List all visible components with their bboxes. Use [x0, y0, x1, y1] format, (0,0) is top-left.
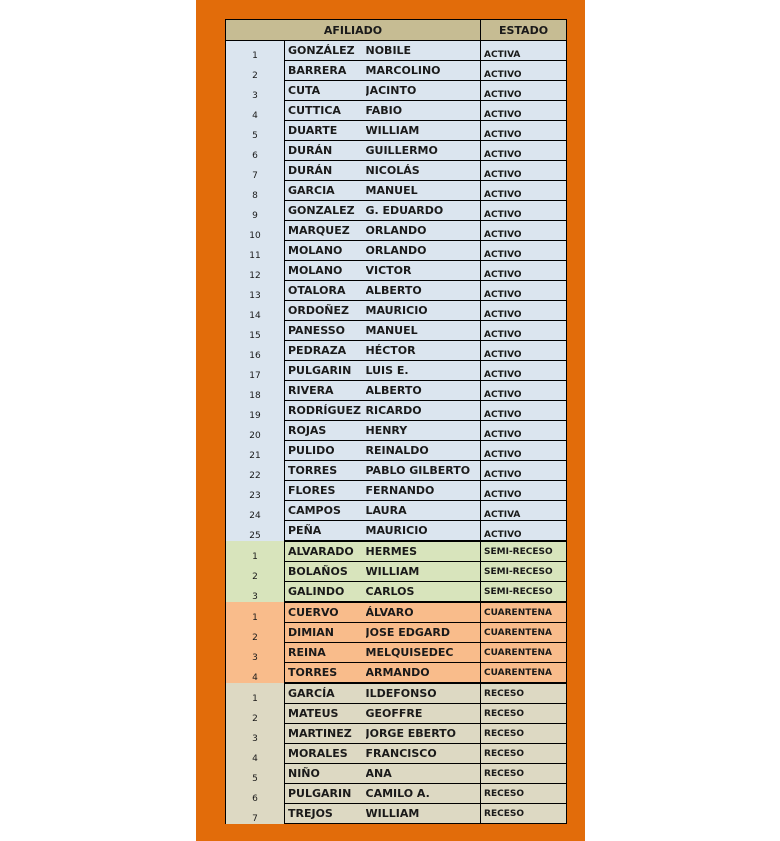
- row-number: 3: [226, 582, 285, 603]
- surname-cell: ALVARADO: [285, 541, 366, 562]
- surname-cell: OTALORA: [285, 281, 366, 301]
- row-number: 25: [226, 521, 285, 542]
- row-number: 5: [226, 764, 285, 784]
- given-name-cell: MAURICIO: [366, 521, 481, 542]
- surname-cell: TORRES: [285, 461, 366, 481]
- given-name-cell: MARCOLINO: [366, 61, 481, 81]
- status-cell: SEMI-RECESO: [481, 582, 567, 603]
- row-number: 18: [226, 381, 285, 401]
- surname-cell: PULGARIN: [285, 784, 366, 804]
- surname-cell: CUERVO: [285, 602, 366, 623]
- status-cell: ACTIVO: [481, 241, 567, 261]
- given-name-cell: MELQUISEDEC: [366, 643, 481, 663]
- surname-cell: DURÁN: [285, 141, 366, 161]
- status-cell: CUARENTENA: [481, 623, 567, 643]
- surname-cell: GARCÍA: [285, 683, 366, 704]
- given-name-cell: HERMES: [366, 541, 481, 562]
- table-row: [226, 101, 567, 121]
- given-name-cell: ALBERTO: [366, 281, 481, 301]
- header-afiliado: AFILIADO: [226, 20, 481, 41]
- table-row: [226, 161, 567, 181]
- table-row: [226, 221, 567, 241]
- table-row: [226, 582, 567, 603]
- given-name-cell: LAURA: [366, 501, 481, 521]
- row-number: 4: [226, 101, 285, 121]
- header-row: [226, 20, 567, 41]
- surname-cell: PEÑA: [285, 521, 366, 542]
- surname-cell: MARTINEZ: [285, 724, 366, 744]
- table-body: [226, 41, 567, 824]
- table-row: [226, 683, 567, 704]
- row-number: 1: [226, 541, 285, 562]
- header-estado: ESTADO: [481, 20, 567, 41]
- status-cell: ACTIVO: [481, 341, 567, 361]
- status-cell: ACTIVO: [481, 261, 567, 281]
- row-number: 1: [226, 41, 285, 61]
- status-cell: ACTIVO: [481, 281, 567, 301]
- row-number: 5: [226, 121, 285, 141]
- table-row: [226, 121, 567, 141]
- surname-cell: TREJOS: [285, 804, 366, 824]
- status-cell: SEMI-RECESO: [481, 541, 567, 562]
- surname-cell: MARQUEZ: [285, 221, 366, 241]
- table-row: [226, 181, 567, 201]
- surname-cell: REINA: [285, 643, 366, 663]
- surname-cell: MOLANO: [285, 241, 366, 261]
- table-row: [226, 764, 567, 784]
- row-number: 17: [226, 361, 285, 381]
- table-row: [226, 663, 567, 684]
- row-number: 16: [226, 341, 285, 361]
- status-cell: ACTIVO: [481, 61, 567, 81]
- surname-cell: DUARTE: [285, 121, 366, 141]
- table-row: [226, 744, 567, 764]
- surname-cell: NIÑO: [285, 764, 366, 784]
- row-number: 3: [226, 81, 285, 101]
- given-name-cell: WILLIAM: [366, 121, 481, 141]
- status-cell: ACTIVO: [481, 481, 567, 501]
- status-cell: CUARENTENA: [481, 643, 567, 663]
- surname-cell: RODRÍGUEZ: [285, 401, 366, 421]
- row-number: 6: [226, 141, 285, 161]
- given-name-cell: ÁLVARO: [366, 602, 481, 623]
- surname-cell: GONZALEZ: [285, 201, 366, 221]
- status-cell: ACTIVO: [481, 301, 567, 321]
- row-number: 20: [226, 421, 285, 441]
- status-cell: ACTIVO: [481, 401, 567, 421]
- given-name-cell: GEOFFRE: [366, 704, 481, 724]
- status-cell: ACTIVO: [481, 121, 567, 141]
- status-cell: ACTIVO: [481, 321, 567, 341]
- table-row: [226, 281, 567, 301]
- given-name-cell: JOSE EDGARD: [366, 623, 481, 643]
- table-row: [226, 704, 567, 724]
- row-number: 4: [226, 744, 285, 764]
- surname-cell: ROJAS: [285, 421, 366, 441]
- given-name-cell: FERNANDO: [366, 481, 481, 501]
- surname-cell: CUTA: [285, 81, 366, 101]
- table-row: [226, 61, 567, 81]
- given-name-cell: PABLO GILBERTO: [366, 461, 481, 481]
- table-row: [226, 724, 567, 744]
- given-name-cell: MAURICIO: [366, 301, 481, 321]
- status-cell: RECESO: [481, 784, 567, 804]
- given-name-cell: WILLIAM: [366, 804, 481, 824]
- status-cell: CUARENTENA: [481, 663, 567, 684]
- given-name-cell: REINALDO: [366, 441, 481, 461]
- surname-cell: MATEUS: [285, 704, 366, 724]
- status-cell: ACTIVO: [481, 421, 567, 441]
- table-row: [226, 341, 567, 361]
- surname-cell: MORALES: [285, 744, 366, 764]
- table-row: [226, 461, 567, 481]
- table-row: [226, 261, 567, 281]
- table-row: [226, 41, 567, 61]
- status-cell: RECESO: [481, 804, 567, 824]
- given-name-cell: VICTOR: [366, 261, 481, 281]
- given-name-cell: ARMANDO: [366, 663, 481, 684]
- status-cell: ACTIVA: [481, 41, 567, 61]
- affiliates-table: [225, 19, 567, 824]
- row-number: 2: [226, 623, 285, 643]
- status-cell: ACTIVO: [481, 361, 567, 381]
- given-name-cell: NOBILE: [366, 41, 481, 61]
- row-number: 14: [226, 301, 285, 321]
- given-name-cell: JACINTO: [366, 81, 481, 101]
- surname-cell: GONZÁLEZ: [285, 41, 366, 61]
- surname-cell: PANESSO: [285, 321, 366, 341]
- surname-cell: GALINDO: [285, 582, 366, 603]
- table-row: [226, 623, 567, 643]
- given-name-cell: ANA: [366, 764, 481, 784]
- table-row: [226, 401, 567, 421]
- given-name-cell: JORGE EBERTO: [366, 724, 481, 744]
- status-cell: SEMI-RECESO: [481, 562, 567, 582]
- row-number: 9: [226, 201, 285, 221]
- given-name-cell: CARLOS: [366, 582, 481, 603]
- status-cell: ACTIVO: [481, 141, 567, 161]
- row-number: 8: [226, 181, 285, 201]
- surname-cell: DIMIAN: [285, 623, 366, 643]
- surname-cell: TORRES: [285, 663, 366, 684]
- given-name-cell: ALBERTO: [366, 381, 481, 401]
- table-row: [226, 421, 567, 441]
- surname-cell: GARCIA: [285, 181, 366, 201]
- row-number: 1: [226, 683, 285, 704]
- status-cell: ACTIVO: [481, 221, 567, 241]
- row-number: 15: [226, 321, 285, 341]
- status-cell: ACTIVO: [481, 461, 567, 481]
- status-cell: CUARENTENA: [481, 602, 567, 623]
- table-row: [226, 361, 567, 381]
- surname-cell: PEDRAZA: [285, 341, 366, 361]
- given-name-cell: ORLANDO: [366, 241, 481, 261]
- row-number: 6: [226, 784, 285, 804]
- surname-cell: RIVERA: [285, 381, 366, 401]
- status-cell: RECESO: [481, 683, 567, 704]
- surname-cell: FLORES: [285, 481, 366, 501]
- row-number: 2: [226, 562, 285, 582]
- table-row: [226, 501, 567, 521]
- row-number: 11: [226, 241, 285, 261]
- status-cell: RECESO: [481, 704, 567, 724]
- status-cell: ACTIVA: [481, 501, 567, 521]
- row-number: 19: [226, 401, 285, 421]
- surname-cell: PULIDO: [285, 441, 366, 461]
- given-name-cell: NICOLÁS: [366, 161, 481, 181]
- given-name-cell: CAMILO A.: [366, 784, 481, 804]
- given-name-cell: HÉCTOR: [366, 341, 481, 361]
- given-name-cell: HENRY: [366, 421, 481, 441]
- row-number: 10: [226, 221, 285, 241]
- table-row: [226, 321, 567, 341]
- row-number: 3: [226, 724, 285, 744]
- given-name-cell: FABIO: [366, 101, 481, 121]
- status-cell: ACTIVO: [481, 441, 567, 461]
- surname-cell: BARRERA: [285, 61, 366, 81]
- row-number: 22: [226, 461, 285, 481]
- row-number: 4: [226, 663, 285, 684]
- table-row: [226, 562, 567, 582]
- given-name-cell: G. EDUARDO: [366, 201, 481, 221]
- table-row: [226, 441, 567, 461]
- given-name-cell: RICARDO: [366, 401, 481, 421]
- surname-cell: DURÁN: [285, 161, 366, 181]
- surname-cell: ORDOÑEZ: [285, 301, 366, 321]
- row-number: 7: [226, 161, 285, 181]
- status-cell: ACTIVO: [481, 161, 567, 181]
- surname-cell: CUTTICA: [285, 101, 366, 121]
- row-number: 3: [226, 643, 285, 663]
- table-row: [226, 643, 567, 663]
- given-name-cell: LUIS E.: [366, 361, 481, 381]
- given-name-cell: FRANCISCO: [366, 744, 481, 764]
- row-number: 1: [226, 602, 285, 623]
- given-name-cell: WILLIAM: [366, 562, 481, 582]
- status-cell: ACTIVO: [481, 381, 567, 401]
- row-number: 21: [226, 441, 285, 461]
- given-name-cell: ILDEFONSO: [366, 683, 481, 704]
- status-cell: ACTIVO: [481, 201, 567, 221]
- table-row: [226, 381, 567, 401]
- given-name-cell: ORLANDO: [366, 221, 481, 241]
- table-row: [226, 481, 567, 501]
- row-number: 23: [226, 481, 285, 501]
- status-cell: RECESO: [481, 724, 567, 744]
- surname-cell: PULGARIN: [285, 361, 366, 381]
- row-number: 24: [226, 501, 285, 521]
- status-cell: ACTIVO: [481, 81, 567, 101]
- given-name-cell: MANUEL: [366, 321, 481, 341]
- surname-cell: CAMPOS: [285, 501, 366, 521]
- status-cell: RECESO: [481, 744, 567, 764]
- table-row: [226, 81, 567, 101]
- given-name-cell: GUILLERMO: [366, 141, 481, 161]
- status-cell: RECESO: [481, 764, 567, 784]
- row-number: 7: [226, 804, 285, 824]
- status-cell: ACTIVO: [481, 521, 567, 542]
- table-row: [226, 241, 567, 261]
- surname-cell: BOLAÑOS: [285, 562, 366, 582]
- table-row: [226, 521, 567, 542]
- status-cell: ACTIVO: [481, 101, 567, 121]
- table-row: [226, 804, 567, 824]
- row-number: 2: [226, 704, 285, 724]
- table-row: [226, 141, 567, 161]
- table-row: [226, 784, 567, 804]
- row-number: 12: [226, 261, 285, 281]
- row-number: 2: [226, 61, 285, 81]
- surname-cell: MOLANO: [285, 261, 366, 281]
- given-name-cell: MANUEL: [366, 181, 481, 201]
- row-number: 13: [226, 281, 285, 301]
- table-row: [226, 201, 567, 221]
- status-cell: ACTIVO: [481, 181, 567, 201]
- table-row: [226, 541, 567, 562]
- table-row: [226, 602, 567, 623]
- table-row: [226, 301, 567, 321]
